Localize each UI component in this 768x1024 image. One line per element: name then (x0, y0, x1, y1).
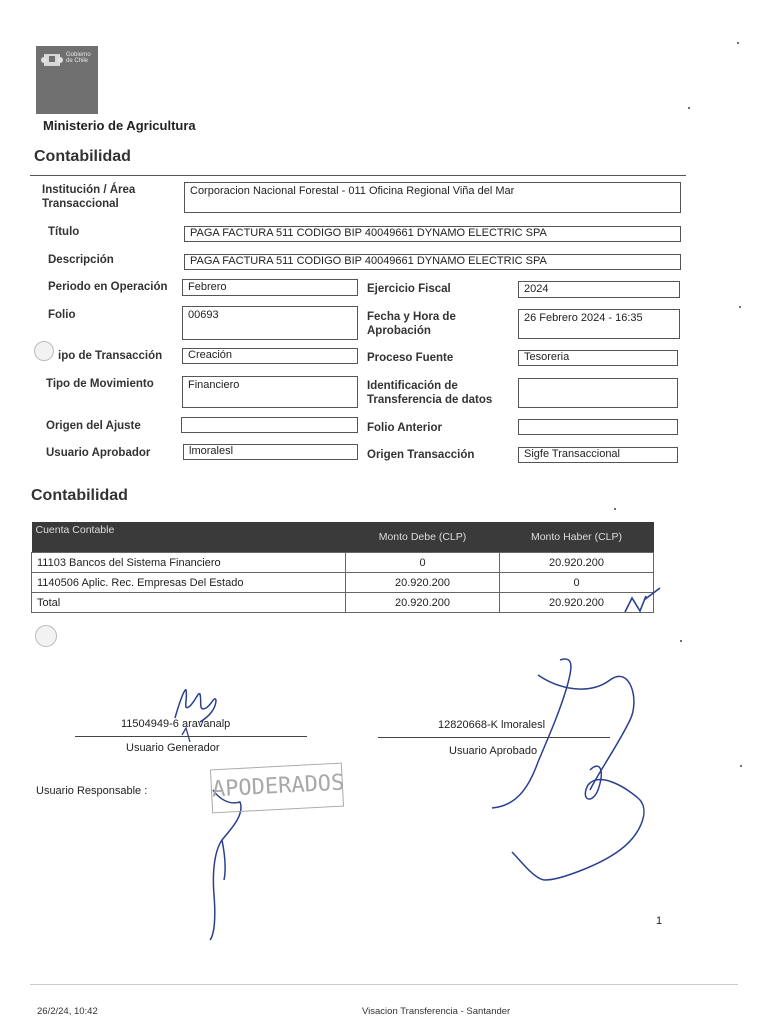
footer-title: Visacion Transferencia - Santander (362, 1006, 511, 1017)
page-title: Contabilidad (34, 148, 131, 165)
header-cuenta: Cuenta Contable (32, 522, 346, 553)
descripcion-field: PAGA FACTURA 511 CODIGO BIP 40049661 DYNAMO ELECTRIC SPA (184, 254, 681, 270)
tipo-movimiento-field: Financiero (182, 376, 358, 408)
cuenta-cell: Total (32, 593, 346, 613)
titulo-label: Título (48, 226, 80, 238)
descripcion-label: Descripción (48, 254, 114, 266)
origen-ajuste-label: Origen del Ajuste (46, 420, 141, 432)
aprobado-signature-line (378, 737, 610, 738)
ministry-name: Ministerio de Agricultura (43, 118, 196, 133)
cuenta-cell: 1140506 Aplic. Rec. Empresas Del Estado (32, 573, 346, 593)
generador-signature-line (75, 736, 307, 737)
debe-cell: 0 (346, 553, 500, 573)
periodo-label: Periodo en Operación (48, 281, 168, 293)
ejercicio-label: Ejercicio Fiscal (367, 283, 451, 295)
institucion-field: Corporacion Nacional Forestal - 011 Oficina Regional Viña del Mar (184, 182, 681, 213)
folio-anterior-label: Folio Anterior (367, 422, 442, 434)
accounting-title: Contabilidad (31, 487, 128, 504)
folio-label: Folio (48, 309, 76, 321)
fecha-label: Fecha y Hora de Aprobación (367, 311, 456, 337)
page-number: 1 (656, 915, 663, 927)
origen-transaccion-field: Sigfe Transaccional (518, 447, 678, 463)
generador-id: 11504949-6 aravanalp (121, 718, 231, 730)
debe-cell: 20.920.200 (346, 593, 500, 613)
institucion-label: Institución / Área Transaccional (42, 184, 136, 210)
haber-cell: 20.920.200 (500, 553, 654, 573)
proceso-fuente-field: Tesoreria (518, 350, 678, 366)
haber-cell: 20.920.200 (500, 593, 654, 613)
fecha-field: 26 Febrero 2024 - 16:35 (518, 309, 680, 339)
usuario-aprobador-field: lmoralesl (183, 444, 358, 460)
origen-transaccion-label: Origen Transacción (367, 449, 475, 461)
tipo-movimiento-label: Tipo de Movimiento (46, 378, 154, 390)
cuenta-cell: 11103 Bancos del Sistema Financiero (32, 553, 346, 573)
logo-text: Gobierno de Chile (66, 52, 91, 64)
footer-date: 26/2/24, 10:42 (37, 1006, 98, 1017)
identificacion-label: Identificación de Transferencia de datos (367, 380, 493, 406)
proceso-fuente-label: Proceso Fuente (367, 352, 454, 364)
aprobado-id: 12820668-K lmoralesl (438, 719, 546, 731)
debe-cell: 20.920.200 (346, 573, 500, 593)
tipo-transaccion-field: Creación (182, 348, 358, 364)
periodo-field: Febrero (182, 279, 358, 296)
responsable-label: Usuario Responsable : (36, 785, 148, 797)
haber-cell: 0 (500, 573, 654, 593)
aprobado-label: Usuario Aprobado (449, 745, 538, 757)
footer-divider (30, 984, 738, 985)
folio-field: 00693 (182, 306, 358, 340)
apoderados-stamp: APODERADOS (210, 763, 344, 814)
tipo-transaccion-label: ipo de Transacción (58, 350, 163, 362)
header-debe: Monto Debe (CLP) (346, 522, 500, 553)
generador-label: Usuario Generador (126, 742, 220, 754)
usuario-aprobador-label: Usuario Aprobador (46, 447, 151, 459)
header-haber: Monto Haber (CLP) (500, 522, 654, 553)
ejercicio-field: 2024 (518, 281, 680, 298)
titulo-field: PAGA FACTURA 511 CODIGO BIP 40049661 DYNAMO ELECTRIC SPA (184, 226, 681, 242)
